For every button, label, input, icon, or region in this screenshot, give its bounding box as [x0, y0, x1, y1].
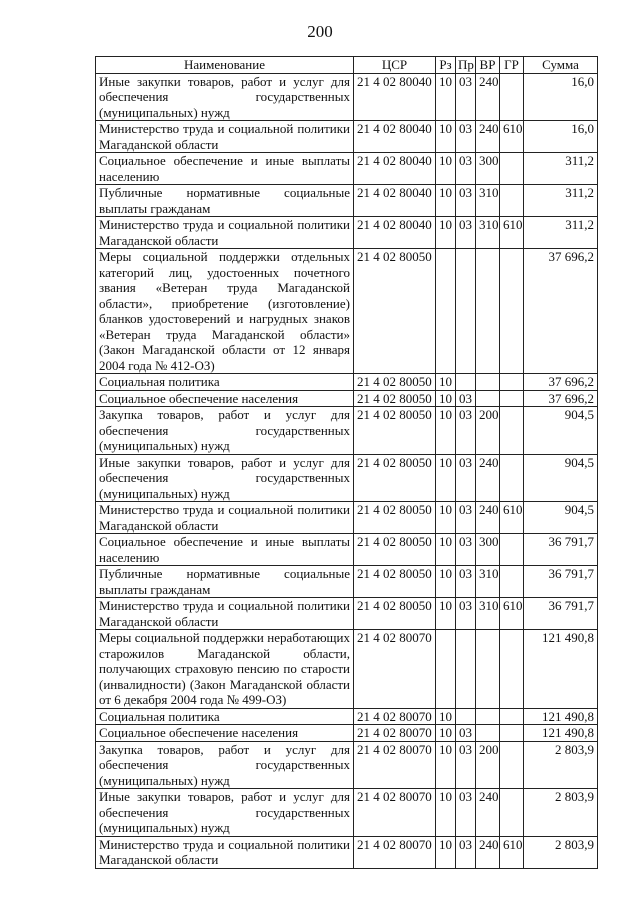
- cell-rz: 10: [436, 789, 456, 837]
- cell-sum: 2 803,9: [524, 836, 598, 868]
- cell-sum: 904,5: [524, 407, 598, 455]
- cell-pr: [456, 249, 476, 374]
- cell-rz: 10: [436, 534, 456, 566]
- table-row: [96, 454, 598, 502]
- cell-csr: 21 4 02 80040: [354, 185, 436, 217]
- cell-name: Социальная политика: [96, 708, 354, 725]
- table-row: [96, 725, 598, 742]
- cell-rz: 10: [436, 708, 456, 725]
- table-row: [96, 217, 598, 249]
- cell-name: Социальное обеспечение населения: [96, 390, 354, 407]
- cell-pr: 03: [456, 407, 476, 455]
- cell-name: Публичные нормативные социальные выплаты гражданам: [96, 566, 354, 598]
- cell-pr: [456, 708, 476, 725]
- cell-rz: 10: [436, 185, 456, 217]
- table-header-row: [96, 57, 598, 74]
- cell-pr: 03: [456, 534, 476, 566]
- cell-sum: 16,0: [524, 121, 598, 153]
- table-row: [96, 390, 598, 407]
- cell-gr: [500, 454, 524, 502]
- cell-rz: 10: [436, 725, 456, 742]
- table-row: [96, 502, 598, 534]
- cell-pr: [456, 630, 476, 709]
- cell-rz: 10: [436, 502, 456, 534]
- cell-pr: 03: [456, 741, 476, 789]
- cell-sum: 36 791,7: [524, 598, 598, 630]
- cell-vr: [476, 374, 500, 391]
- cell-gr: [500, 185, 524, 217]
- cell-pr: 03: [456, 598, 476, 630]
- cell-name: Иные закупки товаров, работ и услуг для обеспечения государственных (муниципальных) нужд: [96, 454, 354, 502]
- cell-csr: 21 4 02 80040: [354, 121, 436, 153]
- cell-sum: 16,0: [524, 73, 598, 121]
- cell-sum: 311,2: [524, 185, 598, 217]
- table-row: [96, 741, 598, 789]
- cell-vr: 240: [476, 121, 500, 153]
- table-row: [96, 407, 598, 455]
- table-row: [96, 534, 598, 566]
- cell-vr: [476, 630, 500, 709]
- cell-csr: 21 4 02 80040: [354, 217, 436, 249]
- cell-csr: 21 4 02 80070: [354, 725, 436, 742]
- cell-name: Министерство труда и социальной политики Магаданской области: [96, 121, 354, 153]
- table-row: [96, 598, 598, 630]
- cell-gr: [500, 390, 524, 407]
- cell-rz: [436, 249, 456, 374]
- cell-csr: 21 4 02 80050: [354, 454, 436, 502]
- cell-csr: 21 4 02 80040: [354, 153, 436, 185]
- cell-pr: 03: [456, 390, 476, 407]
- cell-name: Социальное обеспечение и иные выплаты населению: [96, 534, 354, 566]
- cell-vr: 240: [476, 454, 500, 502]
- header-vr: ВР: [476, 57, 500, 74]
- cell-csr: 21 4 02 80050: [354, 390, 436, 407]
- cell-sum: 37 696,2: [524, 249, 598, 374]
- cell-name: Министерство труда и социальной политики Магаданской области: [96, 217, 354, 249]
- cell-name: Закупка товаров, работ и услуг для обеспечения государственных (муниципальных) нужд: [96, 741, 354, 789]
- table-row: [96, 249, 598, 374]
- cell-gr: 610: [500, 502, 524, 534]
- cell-rz: 10: [436, 741, 456, 789]
- cell-gr: [500, 789, 524, 837]
- cell-sum: 2 803,9: [524, 789, 598, 837]
- table-row: [96, 153, 598, 185]
- cell-sum: 121 490,8: [524, 708, 598, 725]
- cell-csr: 21 4 02 80050: [354, 566, 436, 598]
- table-row: [96, 374, 598, 391]
- cell-csr: 21 4 02 80040: [354, 73, 436, 121]
- cell-sum: 904,5: [524, 502, 598, 534]
- cell-name: Министерство труда и социальной политики Магаданской области: [96, 836, 354, 868]
- cell-vr: 200: [476, 407, 500, 455]
- cell-csr: 21 4 02 80050: [354, 534, 436, 566]
- cell-pr: 03: [456, 566, 476, 598]
- cell-name: Публичные нормативные социальные выплаты гражданам: [96, 185, 354, 217]
- cell-gr: [500, 153, 524, 185]
- cell-name: Меры социальной поддержки неработающих старожилов Магаданской области, получающих страховую пенсию по старости (инвалидности) (Закон Магаданской области от 6 декабря 2004 года № 499-ОЗ): [96, 630, 354, 709]
- cell-pr: 03: [456, 836, 476, 868]
- cell-csr: 21 4 02 80070: [354, 741, 436, 789]
- cell-gr: [500, 374, 524, 391]
- cell-gr: [500, 73, 524, 121]
- cell-vr: 240: [476, 836, 500, 868]
- table-row: [96, 630, 598, 709]
- cell-vr: 200: [476, 741, 500, 789]
- table-row: [96, 73, 598, 121]
- cell-gr: 610: [500, 598, 524, 630]
- header-pr: Пр: [456, 57, 476, 74]
- cell-pr: 03: [456, 185, 476, 217]
- table-row: [96, 185, 598, 217]
- cell-sum: 36 791,7: [524, 534, 598, 566]
- cell-csr: 21 4 02 80070: [354, 789, 436, 837]
- cell-pr: 03: [456, 502, 476, 534]
- cell-csr: 21 4 02 80050: [354, 249, 436, 374]
- cell-vr: 300: [476, 534, 500, 566]
- cell-name: Социальная политика: [96, 374, 354, 391]
- cell-gr: 610: [500, 217, 524, 249]
- cell-csr: 21 4 02 80070: [354, 836, 436, 868]
- cell-csr: 21 4 02 80070: [354, 708, 436, 725]
- cell-pr: 03: [456, 725, 476, 742]
- cell-gr: [500, 708, 524, 725]
- table-row: [96, 836, 598, 868]
- cell-rz: 10: [436, 836, 456, 868]
- cell-gr: [500, 741, 524, 789]
- cell-rz: 10: [436, 454, 456, 502]
- cell-gr: 610: [500, 836, 524, 868]
- header-name: Наименование: [96, 57, 354, 74]
- cell-pr: 03: [456, 789, 476, 837]
- header-gr: ГР: [500, 57, 524, 74]
- cell-gr: [500, 725, 524, 742]
- header-sum: Сумма: [524, 57, 598, 74]
- budget-table: [95, 56, 598, 869]
- cell-rz: 10: [436, 598, 456, 630]
- cell-gr: [500, 566, 524, 598]
- cell-sum: 36 791,7: [524, 566, 598, 598]
- cell-rz: 10: [436, 217, 456, 249]
- cell-rz: 10: [436, 566, 456, 598]
- cell-rz: 10: [436, 153, 456, 185]
- cell-rz: [436, 630, 456, 709]
- cell-gr: [500, 630, 524, 709]
- cell-vr: 300: [476, 153, 500, 185]
- cell-rz: 10: [436, 374, 456, 391]
- cell-pr: 03: [456, 217, 476, 249]
- cell-sum: 904,5: [524, 454, 598, 502]
- cell-vr: 310: [476, 598, 500, 630]
- cell-vr: [476, 725, 500, 742]
- cell-sum: 37 696,2: [524, 374, 598, 391]
- cell-name: Иные закупки товаров, работ и услуг для обеспечения государственных (муниципальных) нужд: [96, 73, 354, 121]
- cell-name: Министерство труда и социальной политики Магаданской области: [96, 502, 354, 534]
- cell-gr: 610: [500, 121, 524, 153]
- cell-csr: 21 4 02 80070: [354, 630, 436, 709]
- table-row: [96, 789, 598, 837]
- cell-vr: 240: [476, 502, 500, 534]
- cell-sum: 311,2: [524, 217, 598, 249]
- cell-sum: 2 803,9: [524, 741, 598, 789]
- cell-name: Министерство труда и социальной политики Магаданской области: [96, 598, 354, 630]
- cell-name: Иные закупки товаров, работ и услуг для обеспечения государственных (муниципальных) нужд: [96, 789, 354, 837]
- cell-name: Социальное обеспечение населения: [96, 725, 354, 742]
- cell-vr: [476, 708, 500, 725]
- page-number: 200: [307, 22, 333, 41]
- table-row: [96, 566, 598, 598]
- cell-sum: 121 490,8: [524, 630, 598, 709]
- cell-vr: 310: [476, 566, 500, 598]
- cell-vr: 310: [476, 185, 500, 217]
- cell-name: Социальное обеспечение и иные выплаты населению: [96, 153, 354, 185]
- cell-rz: 10: [436, 121, 456, 153]
- table-body: [96, 73, 598, 868]
- cell-sum: 311,2: [524, 153, 598, 185]
- cell-vr: 310: [476, 217, 500, 249]
- header-csr: ЦСР: [354, 57, 436, 74]
- cell-rz: 10: [436, 73, 456, 121]
- cell-sum: 121 490,8: [524, 725, 598, 742]
- cell-pr: [456, 374, 476, 391]
- cell-gr: [500, 407, 524, 455]
- cell-vr: [476, 249, 500, 374]
- cell-vr: 240: [476, 789, 500, 837]
- header-rz: Рз: [436, 57, 456, 74]
- cell-csr: 21 4 02 80050: [354, 407, 436, 455]
- cell-vr: [476, 390, 500, 407]
- table-row: [96, 708, 598, 725]
- cell-vr: 240: [476, 73, 500, 121]
- cell-gr: [500, 249, 524, 374]
- cell-sum: 37 696,2: [524, 390, 598, 407]
- cell-gr: [500, 534, 524, 566]
- cell-pr: 03: [456, 73, 476, 121]
- cell-pr: 03: [456, 454, 476, 502]
- cell-csr: 21 4 02 80050: [354, 502, 436, 534]
- cell-name: Закупка товаров, работ и услуг для обеспечения государственных (муниципальных) нужд: [96, 407, 354, 455]
- cell-csr: 21 4 02 80050: [354, 374, 436, 391]
- table-row: [96, 121, 598, 153]
- cell-rz: 10: [436, 407, 456, 455]
- cell-pr: 03: [456, 153, 476, 185]
- cell-rz: 10: [436, 390, 456, 407]
- cell-pr: 03: [456, 121, 476, 153]
- cell-csr: 21 4 02 80050: [354, 598, 436, 630]
- cell-name: Меры социальной поддержки отдельных категорий лиц, удостоенных почетного звания «Ветеран труда Магаданской области», приобретение (изготовление) бланков удостоверений и нагрудных знаков «Ветеран труда Магаданской области» (Закон Магаданской области от 12 января 2004 года № 412-ОЗ): [96, 249, 354, 374]
